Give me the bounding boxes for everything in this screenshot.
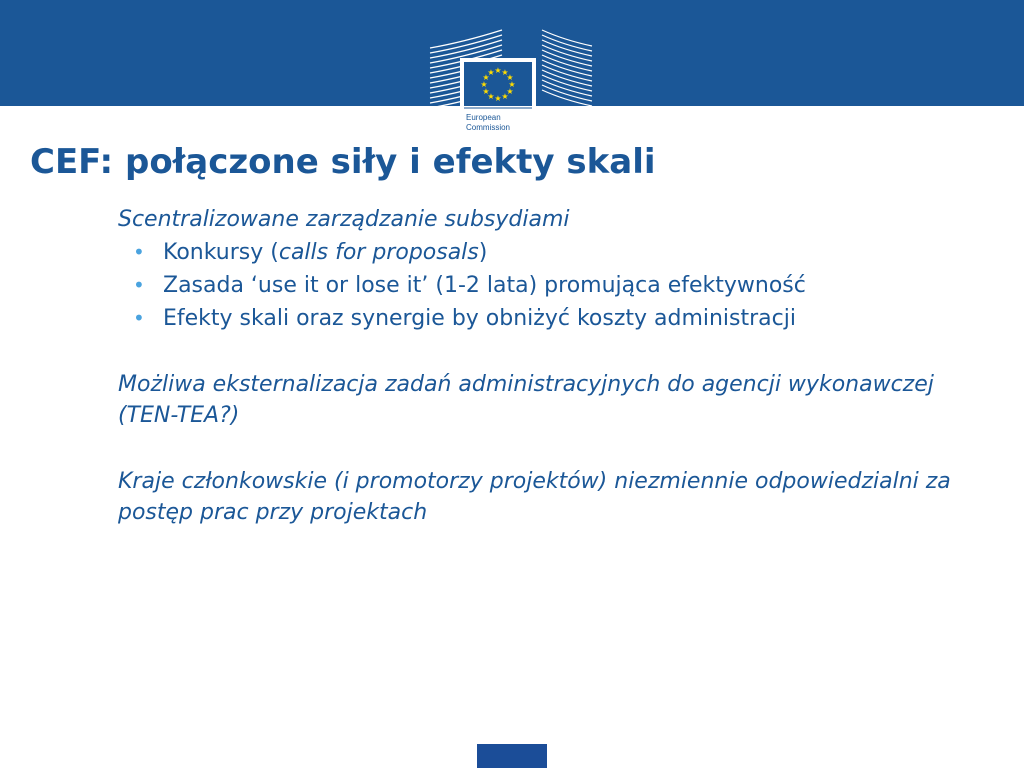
paragraph-outsourcing: Możliwa eksternalizacja zadań administracyjnych do agencji wykonawczej (TEN-TEA?) [118, 372, 934, 428]
svg-text:★: ★ [480, 80, 488, 89]
list-item [118, 303, 998, 334]
spacer [118, 431, 998, 466]
bullet-dot-icon: • [133, 306, 145, 330]
footer-flag [477, 744, 547, 768]
svg-text:★: ★ [501, 68, 509, 77]
svg-text:★: ★ [487, 68, 495, 77]
svg-text:★: ★ [508, 80, 516, 89]
svg-text:★: ★ [487, 92, 495, 101]
bullet-text-italic: calls for proposals [278, 240, 479, 265]
slide-title: CEF: połączone siły i efekty skali [30, 142, 656, 182]
svg-text:★: ★ [482, 87, 490, 96]
paragraph-member-states: Kraje członkowskie (i promotorzy projektów) niezmiennie odpowiedzialni za postęp prac przy projektach [118, 469, 951, 525]
bullet-text: Zasada ‘use it or lose it’ (1-2 lata) promująca efektywność [163, 273, 806, 298]
bullet-text: Efekty skali oraz synergie by obniżyć koszty administracji [163, 306, 796, 331]
svg-text:★: ★ [506, 73, 514, 82]
european-commission-logo [424, 26, 596, 141]
bullet-text [163, 237, 998, 268]
svg-text:★: ★ [482, 73, 490, 82]
list-item [118, 237, 998, 268]
bullet-dot-icon: • [133, 240, 145, 264]
list-item [118, 270, 998, 301]
bullet-text-before: Konkursy ( [163, 240, 279, 265]
spacer [118, 334, 998, 369]
svg-text:★: ★ [494, 94, 502, 103]
paragraph-centralized-management: Scentralizowane zarządzanie subsydiami [118, 207, 570, 232]
logo-text-line2: Commission [466, 123, 511, 132]
logo-text-line1: European [466, 113, 501, 122]
bullet-list [118, 237, 998, 334]
building-right-wing [542, 30, 592, 106]
bullet-text-after: ) [478, 240, 488, 265]
svg-text:★: ★ [506, 87, 514, 96]
bullet-dot-icon: • [133, 273, 145, 297]
svg-text:★: ★ [494, 66, 502, 75]
svg-text:★: ★ [501, 92, 509, 101]
slide-body [118, 204, 998, 528]
